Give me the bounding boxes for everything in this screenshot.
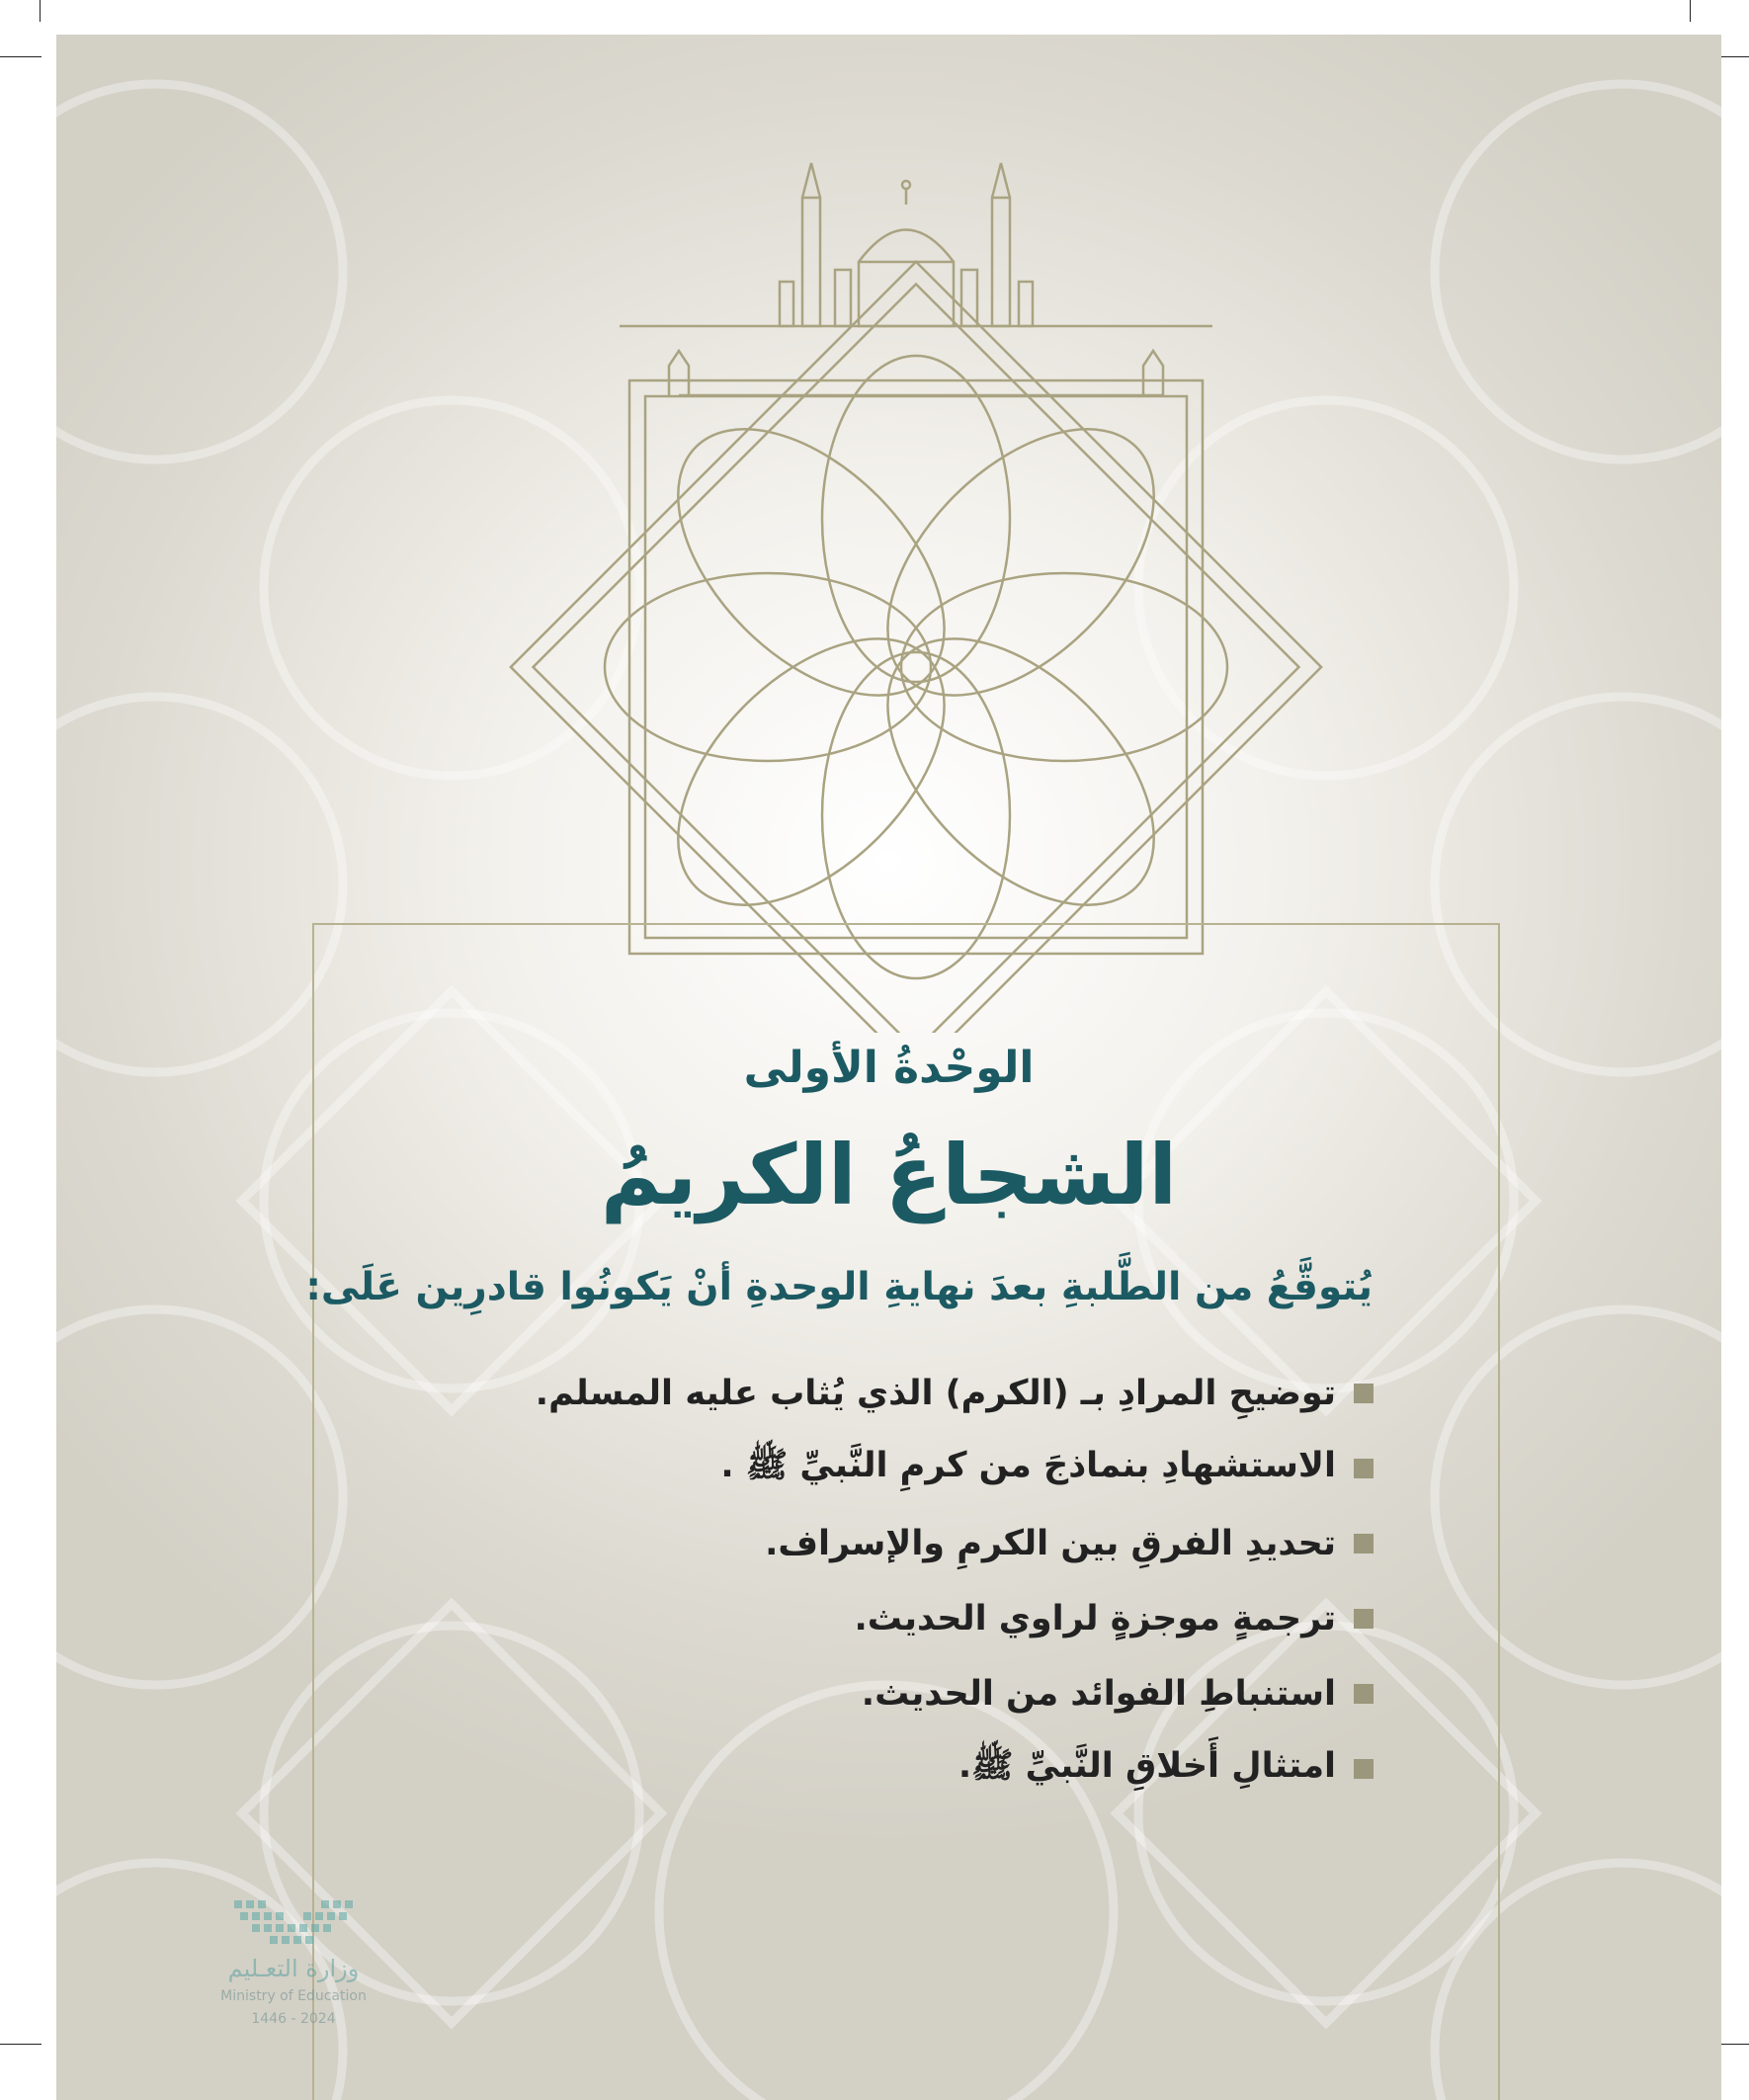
objective-text: استنباطِ الفوائد من الحديث. — [861, 1674, 1336, 1714]
ministry-logo-icon — [224, 1892, 363, 1952]
square-bullet-icon — [1354, 1609, 1374, 1629]
crop-mark — [0, 56, 42, 57]
list-item — [385, 1731, 1374, 1806]
square-bullet-icon — [1354, 1459, 1374, 1478]
objective-text: ترجمةٍ موجزةٍ لراوي الحديث. — [854, 1599, 1336, 1638]
crop-mark — [0, 2044, 42, 2045]
ministry-year: 2024 - 1446 — [251, 2011, 336, 2027]
list-item — [385, 1506, 1374, 1581]
list-item — [385, 1431, 1374, 1506]
mosque-icon — [620, 163, 1212, 395]
square-bullet-icon — [1354, 1384, 1374, 1403]
ministry-name-arabic: وزارة التعـليم — [227, 1955, 360, 1982]
crop-mark — [1690, 0, 1691, 22]
crop-mark — [40, 0, 41, 22]
unit-label: الوحْدةُ الأولى — [743, 1043, 1035, 1093]
objective-text: امتثالِ أَخلاقِ النَّبيِّ ﷺ. — [958, 1745, 1336, 1786]
mosque-rosette-ornament — [491, 143, 1341, 1033]
objectives-intro: يُتوقَّعُ من الطَّلبةِ بعدَ نهايةِ الوحدةِ أنْ يَكونُوا قادرِين عَلَى: — [305, 1265, 1373, 1309]
eight-point-rosette-icon — [511, 262, 1321, 1033]
square-bullet-icon — [1354, 1759, 1374, 1779]
list-item — [385, 1356, 1374, 1431]
square-bullet-icon — [1354, 1534, 1374, 1554]
objective-text: الاستشهادِ بنماذجَ من كرمِ النَّبيِّ ﷺ . — [720, 1445, 1336, 1485]
unit-title: الشجاعُ الكريمُ — [600, 1127, 1178, 1223]
ministry-logo — [195, 1892, 392, 2051]
square-bullet-icon — [1354, 1684, 1374, 1704]
page — [56, 35, 1721, 2100]
list-item — [385, 1581, 1374, 1656]
ministry-name-english: Ministry of Education — [220, 1988, 367, 2004]
objective-text: تحديدِ الفرقِ بين الكرمِ والإسراف. — [765, 1524, 1336, 1563]
objectives-list — [385, 1356, 1374, 1806]
list-item — [385, 1656, 1374, 1731]
objective-text: توضيحِ المرادِ بـ (الكرم) الذي يُثاب عليه المسلم. — [535, 1374, 1336, 1413]
